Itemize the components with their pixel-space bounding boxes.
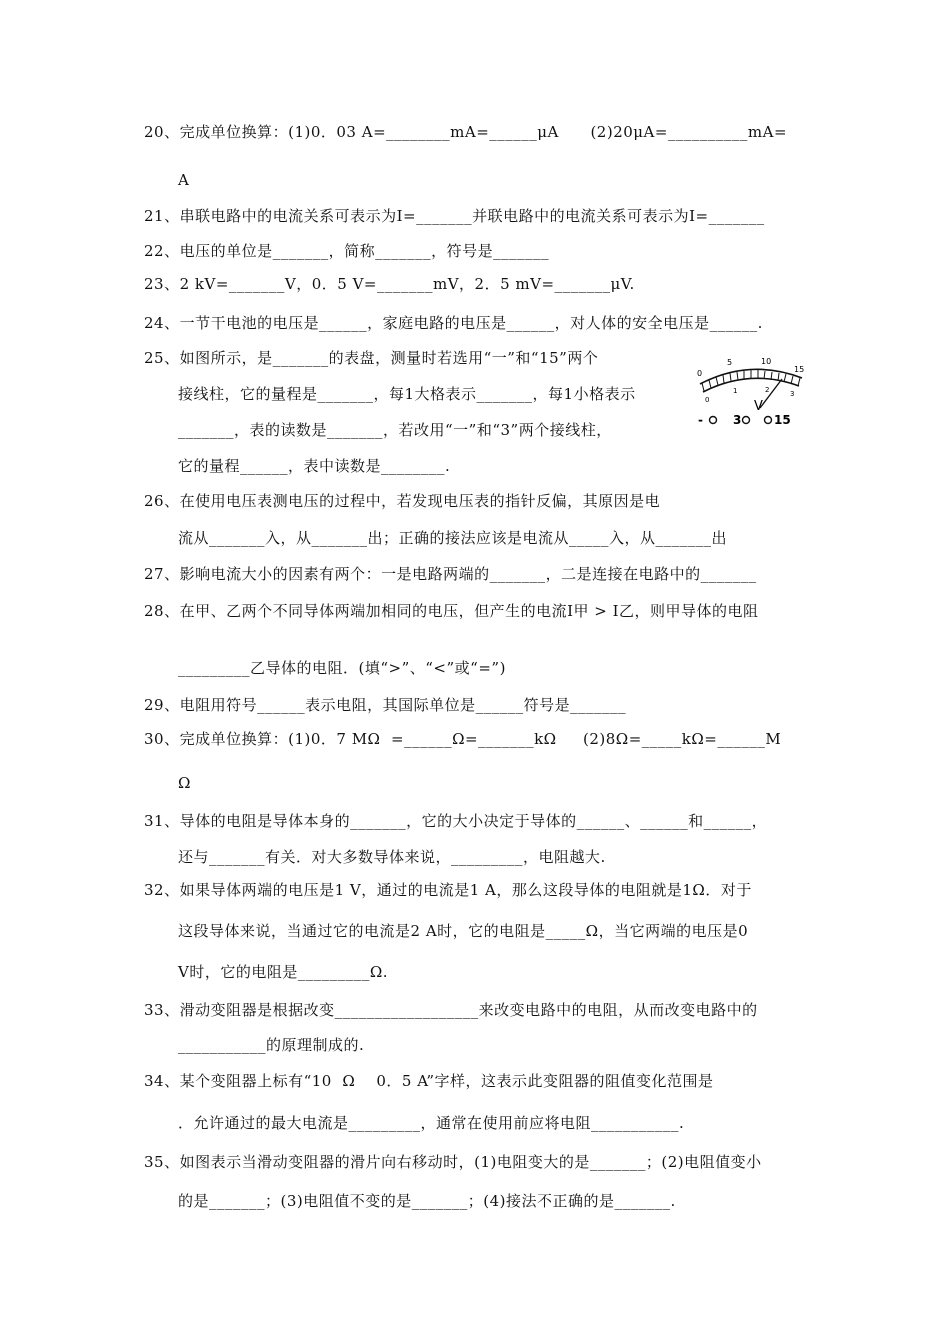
q22-line: 22、电压的单位是_______，简称_______，符号是_______ bbox=[144, 242, 550, 260]
terminal-15-post bbox=[765, 417, 772, 424]
q20-line-2: A bbox=[178, 171, 190, 189]
lower-tick-3: 3 bbox=[790, 390, 795, 398]
q21-line: 21、串联电路中的电流关系可表示为I=_______并联电路中的电流关系可表示为I=_______ bbox=[144, 207, 765, 225]
q34-line-1: 34、某个变阻器上标有“10 Ω 0．5 A”字样，这表示此变阻器的阻值变化范围是 bbox=[144, 1072, 714, 1090]
q33-line-1: 33、滑动变阻器是根据改变__________________来改变电路中的电阻，从而改变电路中的 bbox=[144, 1001, 758, 1019]
upper-tick-0: 0 bbox=[697, 369, 703, 378]
terminal-row bbox=[698, 413, 791, 427]
q30-line-2: Ω bbox=[178, 774, 191, 792]
terminal-15-label: 15 bbox=[774, 413, 791, 427]
q32-line-1: 32、如果导体两端的电压是1 V，通过的电流是1 A，那么这段导体的电阻就是1Ω．对于 bbox=[144, 881, 752, 899]
q26-line-1: 26、在使用电压表测电压的过程中，若发现电压表的指针反偏，其原因是电 bbox=[144, 492, 661, 510]
meter-needle bbox=[760, 379, 782, 408]
q25-line-4: 它的量程______，表中读数是________. bbox=[178, 457, 451, 475]
upper-tick-10: 10 bbox=[761, 357, 772, 366]
q28-line-2: _________乙导体的电阻．(填“>”、“<”或“=”) bbox=[178, 659, 506, 677]
terminal-3-label: 3 bbox=[733, 413, 742, 427]
q31-line-1: 31、导体的电阻是导体本身的_______，它的大小决定于导体的______、______和______， bbox=[144, 812, 768, 830]
q32-line-2: 这段导体来说，当通过它的电流是2 A时，它的电阻是_____Ω，当它两端的电压是0 bbox=[178, 922, 749, 940]
q31-line-2: 还与_______有关．对大多数导体来说，_________，电阻越大. bbox=[178, 848, 606, 866]
terminal-minus: - bbox=[698, 413, 703, 427]
q35-line-2: 的是_______；(3)电阻值不变的是_______；(4)接法不正确的是_______. bbox=[178, 1192, 676, 1210]
upper-tick-15: 15 bbox=[794, 365, 805, 374]
q34-line-2: ．允许通过的最大电流是_________，通常在使用前应将电阻___________. bbox=[178, 1114, 685, 1132]
q30-line-1: 30、完成单位换算：(1)0．7 MΩ =______Ω=_______kΩ (2)8Ω=_____kΩ=______M bbox=[144, 730, 782, 748]
terminal-3-post bbox=[743, 417, 750, 424]
q27-line: 27、影响电流大小的因素有两个：一是电路两端的_______，二是连接在电路中的_______ bbox=[144, 565, 757, 583]
q25-line-2: 接线柱，它的量程是_______，每1大格表示_______，每1小格表示 bbox=[178, 385, 636, 403]
unit-label: V bbox=[754, 399, 763, 414]
lower-tick-2: 2 bbox=[765, 386, 770, 394]
q24-line: 24、一节干电池的电压是______，家庭电路的电压是______，对人体的安全电压是______. bbox=[144, 314, 763, 332]
q32-line-3: V时，它的电阻是_________Ω. bbox=[178, 963, 389, 981]
q26-line-2: 流从_______入，从_______出；正确的接法应该是电流从_____入，从_______出 bbox=[178, 529, 728, 547]
q29-line: 29、电阻用符号______表示电阻，其国际单位是______符号是_______ bbox=[144, 696, 627, 714]
q35-line-1: 35、如图表示当滑动变阻器的滑片向右移动时，(1)电阻变大的是_______；(2)电阻值变小 bbox=[144, 1153, 762, 1171]
lower-tick-1: 1 bbox=[733, 387, 738, 395]
terminal-minus-post bbox=[710, 417, 717, 424]
upper-tick-5: 5 bbox=[727, 358, 733, 367]
q25-line-3: _______，表的读数是_______，若改用“一”和“3”两个接线柱， bbox=[178, 421, 612, 439]
q20-line-1: 20、完成单位换算：(1)0．03 A=________mA=______μA (2)20μA=__________mA= bbox=[144, 123, 788, 141]
lower-tick-0: 0 bbox=[705, 396, 710, 404]
q28-line-1: 28、在甲、乙两个不同导体两端加相同的电压，但产生的电流I甲 > I乙，则甲导体的电阻 bbox=[144, 602, 759, 620]
q33-line-2: ___________的原理制成的. bbox=[178, 1036, 365, 1054]
voltmeter-dial-figure bbox=[688, 352, 813, 430]
q25-line-1: 25、如图所示，是_______的表盘，测量时若选用“一”和“15”两个 bbox=[144, 349, 599, 367]
q23-line: 23、2 kV=_______V，0．5 V=_______mV，2．5 mV=_______μV. bbox=[144, 275, 635, 293]
